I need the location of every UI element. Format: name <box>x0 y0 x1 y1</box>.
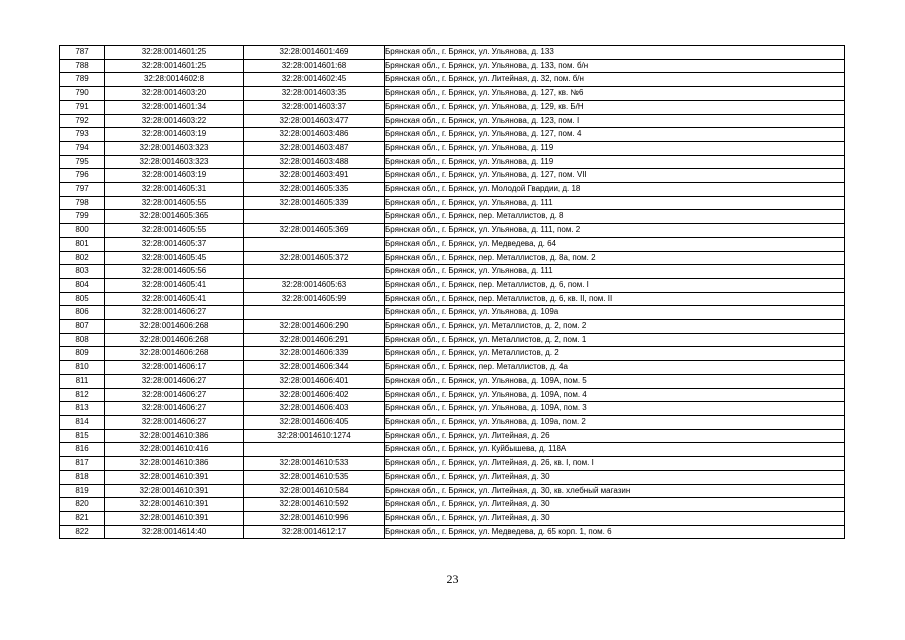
object-cadastral-number-cell: 32:28:0014606:291 <box>244 333 385 347</box>
row-number-cell: 816 <box>60 443 105 457</box>
cadastral-number-cell: 32:28:0014603:22 <box>105 114 244 128</box>
row-number-cell: 793 <box>60 128 105 142</box>
cadastral-number-cell: 32:28:0014614:40 <box>105 525 244 539</box>
cadastral-number-cell: 32:28:0014603:19 <box>105 128 244 142</box>
object-cadastral-number-cell: 32:28:0014606:401 <box>244 374 385 388</box>
row-number-cell: 792 <box>60 114 105 128</box>
row-number-cell: 822 <box>60 525 105 539</box>
object-cadastral-number-cell: 32:28:0014603:488 <box>244 155 385 169</box>
table-row <box>60 306 845 320</box>
cadastral-number-cell: 32:28:0014606:27 <box>105 374 244 388</box>
address-cell: Брянская обл., г. Брянск, пер. Металлистов, д. 8 <box>385 210 845 224</box>
table-row <box>60 196 845 210</box>
address-cell: Брянская обл., г. Брянск, ул. Ульянова, д. 133 <box>385 46 845 60</box>
table-row <box>60 169 845 183</box>
object-cadastral-number-cell: 32:28:0014606:344 <box>244 361 385 375</box>
row-number-cell: 795 <box>60 155 105 169</box>
row-number-cell: 808 <box>60 333 105 347</box>
cadastral-number-cell: 32:28:0014610:416 <box>105 443 244 457</box>
address-cell: Брянская обл., г. Брянск, ул. Ульянова, д. 129, кв. Б/Н <box>385 100 845 114</box>
address-cell: Брянская обл., г. Брянск, ул. Ульянова, д. 109А, пом. 4 <box>385 388 845 402</box>
table-row <box>60 470 845 484</box>
row-number-cell: 812 <box>60 388 105 402</box>
cadastral-number-cell: 32:28:0014603:323 <box>105 141 244 155</box>
table-row <box>60 46 845 60</box>
cadastral-number-cell: 32:28:0014606:17 <box>105 361 244 375</box>
table-row <box>60 87 845 101</box>
address-cell: Брянская обл., г. Брянск, ул. Ульянова, д. 111, пом. 2 <box>385 224 845 238</box>
property-register-table <box>59 45 845 539</box>
cadastral-number-cell: 32:28:0014605:31 <box>105 183 244 197</box>
table-row <box>60 498 845 512</box>
cadastral-number-cell: 32:28:0014601:25 <box>105 46 244 60</box>
cadastral-number-cell: 32:28:0014605:41 <box>105 278 244 292</box>
object-cadastral-number-cell <box>244 210 385 224</box>
table-row <box>60 388 845 402</box>
table-row <box>60 511 845 525</box>
address-cell: Брянская обл., г. Брянск, ул. Медведева, д. 64 <box>385 237 845 251</box>
cadastral-number-cell: 32:28:0014610:386 <box>105 457 244 471</box>
cadastral-number-cell: 32:28:0014610:391 <box>105 511 244 525</box>
row-number-cell: 820 <box>60 498 105 512</box>
table-row <box>60 210 845 224</box>
cadastral-number-cell: 32:28:0014605:37 <box>105 237 244 251</box>
object-cadastral-number-cell: 32:28:0014603:491 <box>244 169 385 183</box>
address-cell: Брянская обл., г. Брянск, ул. Металлистов, д. 2, пом. 2 <box>385 320 845 334</box>
object-cadastral-number-cell: 32:28:0014610:592 <box>244 498 385 512</box>
object-cadastral-number-cell: 32:28:0014606:405 <box>244 415 385 429</box>
address-cell: Брянская обл., г. Брянск, ул. Ульянова, д. 109А, пом. 3 <box>385 402 845 416</box>
object-cadastral-number-cell <box>244 443 385 457</box>
row-number-cell: 814 <box>60 415 105 429</box>
object-cadastral-number-cell: 32:28:0014610:996 <box>244 511 385 525</box>
cadastral-number-cell: 32:28:0014610:391 <box>105 470 244 484</box>
cadastral-number-cell: 32:28:0014610:386 <box>105 429 244 443</box>
table-row <box>60 141 845 155</box>
address-cell: Брянская обл., г. Брянск, ул. Литейная, д. 30 <box>385 511 845 525</box>
row-number-cell: 805 <box>60 292 105 306</box>
table-row <box>60 333 845 347</box>
row-number-cell: 794 <box>60 141 105 155</box>
cadastral-number-cell: 32:28:0014603:323 <box>105 155 244 169</box>
row-number-cell: 801 <box>60 237 105 251</box>
object-cadastral-number-cell: 32:28:0014605:369 <box>244 224 385 238</box>
object-cadastral-number-cell: 32:28:0014610:533 <box>244 457 385 471</box>
object-cadastral-number-cell: 32:28:0014612:17 <box>244 525 385 539</box>
address-cell: Брянская обл., г. Брянск, ул. Ульянова, д. 127, пом. 4 <box>385 128 845 142</box>
address-cell: Брянская обл., г. Брянск, ул. Ульянова, д. 109а, пом. 2 <box>385 415 845 429</box>
address-cell: Брянская обл., г. Брянск, ул. Металлистов, д. 2, пом. 1 <box>385 333 845 347</box>
row-number-cell: 818 <box>60 470 105 484</box>
cadastral-number-cell: 32:28:0014603:20 <box>105 87 244 101</box>
row-number-cell: 802 <box>60 251 105 265</box>
address-cell: Брянская обл., г. Брянск, ул. Ульянова, д. 127, кв. №6 <box>385 87 845 101</box>
row-number-cell: 789 <box>60 73 105 87</box>
cadastral-number-cell: 32:28:0014606:27 <box>105 388 244 402</box>
row-number-cell: 821 <box>60 511 105 525</box>
cadastral-number-cell: 32:28:0014605:45 <box>105 251 244 265</box>
row-number-cell: 819 <box>60 484 105 498</box>
address-cell: Брянская обл., г. Брянск, пер. Металлистов, д. 8а, пом. 2 <box>385 251 845 265</box>
object-cadastral-number-cell: 32:28:0014610:535 <box>244 470 385 484</box>
table-row <box>60 402 845 416</box>
address-cell: Брянская обл., г. Брянск, ул. Ульянова, д. 119 <box>385 155 845 169</box>
object-cadastral-number-cell <box>244 237 385 251</box>
cadastral-number-cell: 32:28:0014605:55 <box>105 196 244 210</box>
row-number-cell: 815 <box>60 429 105 443</box>
object-cadastral-number-cell <box>244 265 385 279</box>
object-cadastral-number-cell: 32:28:0014606:290 <box>244 320 385 334</box>
table-row <box>60 429 845 443</box>
page-number: 23 <box>446 572 459 586</box>
table-row <box>60 347 845 361</box>
cadastral-number-cell: 32:28:0014601:25 <box>105 59 244 73</box>
table-row <box>60 278 845 292</box>
cadastral-number-cell: 32:28:0014606:27 <box>105 415 244 429</box>
address-cell: Брянская обл., г. Брянск, пер. Металлистов, д. 6, кв. II, пом. II <box>385 292 845 306</box>
object-cadastral-number-cell: 32:28:0014606:339 <box>244 347 385 361</box>
object-cadastral-number-cell: 32:28:0014606:403 <box>244 402 385 416</box>
row-number-cell: 807 <box>60 320 105 334</box>
cadastral-number-cell: 32:28:0014606:268 <box>105 320 244 334</box>
address-cell: Брянская обл., г. Брянск, ул. Литейная, д. 32, пом. б/н <box>385 73 845 87</box>
row-number-cell: 810 <box>60 361 105 375</box>
address-cell: Брянская обл., г. Брянск, ул. Литейная, д. 30 <box>385 470 845 484</box>
table-row <box>60 155 845 169</box>
table-row <box>60 73 845 87</box>
address-cell: Брянская обл., г. Брянск, ул. Ульянова, д. 123, пом. I <box>385 114 845 128</box>
object-cadastral-number-cell: 32:28:0014603:487 <box>244 141 385 155</box>
object-cadastral-number-cell: 32:28:0014603:37 <box>244 100 385 114</box>
table-row <box>60 265 845 279</box>
cadastral-number-cell: 32:28:0014602:8 <box>105 73 244 87</box>
row-number-cell: 806 <box>60 306 105 320</box>
row-number-cell: 797 <box>60 183 105 197</box>
address-cell: Брянская обл., г. Брянск, ул. Металлистов, д. 2 <box>385 347 845 361</box>
row-number-cell: 788 <box>60 59 105 73</box>
address-cell: Брянская обл., г. Брянск, ул. Куйбышева, д. 118А <box>385 443 845 457</box>
row-number-cell: 813 <box>60 402 105 416</box>
table-row <box>60 320 845 334</box>
table-row <box>60 114 845 128</box>
object-cadastral-number-cell: 32:28:0014601:68 <box>244 59 385 73</box>
object-cadastral-number-cell <box>244 306 385 320</box>
row-number-cell: 787 <box>60 46 105 60</box>
row-number-cell: 800 <box>60 224 105 238</box>
row-number-cell: 790 <box>60 87 105 101</box>
cadastral-number-cell: 32:28:0014603:19 <box>105 169 244 183</box>
cadastral-number-cell: 32:28:0014605:55 <box>105 224 244 238</box>
object-cadastral-number-cell: 32:28:0014605:99 <box>244 292 385 306</box>
row-number-cell: 809 <box>60 347 105 361</box>
table-row <box>60 361 845 375</box>
row-number-cell: 804 <box>60 278 105 292</box>
row-number-cell: 799 <box>60 210 105 224</box>
table-row <box>60 59 845 73</box>
address-cell: Брянская обл., г. Брянск, ул. Медведева, д. 65 корп. 1, пом. 6 <box>385 525 845 539</box>
cadastral-number-cell: 32:28:0014601:34 <box>105 100 244 114</box>
cadastral-number-cell: 32:28:0014610:391 <box>105 498 244 512</box>
address-cell: Брянская обл., г. Брянск, пер. Металлистов, д. 6, пом. I <box>385 278 845 292</box>
object-cadastral-number-cell: 32:28:0014605:372 <box>244 251 385 265</box>
object-cadastral-number-cell: 32:28:0014602:45 <box>244 73 385 87</box>
object-cadastral-number-cell: 32:28:0014603:35 <box>244 87 385 101</box>
address-cell: Брянская обл., г. Брянск, ул. Ульянова, д. 127, пом. VII <box>385 169 845 183</box>
address-cell: Брянская обл., г. Брянск, ул. Ульянова, д. 109А, пом. 5 <box>385 374 845 388</box>
table-row <box>60 292 845 306</box>
object-cadastral-number-cell: 32:28:0014601:469 <box>244 46 385 60</box>
table-body <box>60 46 845 539</box>
row-number-cell: 791 <box>60 100 105 114</box>
cadastral-number-cell: 32:28:0014606:268 <box>105 347 244 361</box>
object-cadastral-number-cell: 32:28:0014603:486 <box>244 128 385 142</box>
cadastral-number-cell: 32:28:0014610:391 <box>105 484 244 498</box>
table-row <box>60 525 845 539</box>
address-cell: Брянская обл., г. Брянск, ул. Литейная, д. 30 <box>385 498 845 512</box>
object-cadastral-number-cell: 32:28:0014603:477 <box>244 114 385 128</box>
address-cell: Брянская обл., г. Брянск, пер. Металлистов, д. 4а <box>385 361 845 375</box>
address-cell: Брянская обл., г. Брянск, ул. Ульянова, д. 133, пом. б/н <box>385 59 845 73</box>
object-cadastral-number-cell: 32:28:0014605:335 <box>244 183 385 197</box>
address-cell: Брянская обл., г. Брянск, ул. Литейная, д. 30, кв. хлебный магазин <box>385 484 845 498</box>
object-cadastral-number-cell: 32:28:0014606:402 <box>244 388 385 402</box>
address-cell: Брянская обл., г. Брянск, ул. Ульянова, д. 119 <box>385 141 845 155</box>
cadastral-number-cell: 32:28:0014606:268 <box>105 333 244 347</box>
table-row <box>60 100 845 114</box>
cadastral-number-cell: 32:28:0014605:41 <box>105 292 244 306</box>
cadastral-number-cell: 32:28:0014605:56 <box>105 265 244 279</box>
row-number-cell: 796 <box>60 169 105 183</box>
object-cadastral-number-cell: 32:28:0014605:339 <box>244 196 385 210</box>
address-cell: Брянская обл., г. Брянск, ул. Ульянова, д. 111 <box>385 265 845 279</box>
table-row <box>60 457 845 471</box>
table-row <box>60 237 845 251</box>
table-row <box>60 415 845 429</box>
object-cadastral-number-cell: 32:28:0014610:1274 <box>244 429 385 443</box>
table-row <box>60 128 845 142</box>
table-row <box>60 251 845 265</box>
table-row <box>60 484 845 498</box>
object-cadastral-number-cell: 32:28:0014610:584 <box>244 484 385 498</box>
address-cell: Брянская обл., г. Брянск, ул. Ульянова, д. 109а <box>385 306 845 320</box>
address-cell: Брянская обл., г. Брянск, ул. Литейная, д. 26 <box>385 429 845 443</box>
address-cell: Брянская обл., г. Брянск, ул. Ульянова, д. 111 <box>385 196 845 210</box>
object-cadastral-number-cell: 32:28:0014605:63 <box>244 278 385 292</box>
table-row <box>60 224 845 238</box>
cadastral-number-cell: 32:28:0014605:365 <box>105 210 244 224</box>
table-row <box>60 374 845 388</box>
table-row <box>60 443 845 457</box>
address-cell: Брянская обл., г. Брянск, ул. Молодой Гвардии, д. 18 <box>385 183 845 197</box>
address-cell: Брянская обл., г. Брянск, ул. Литейная, д. 26, кв. I, пом. I <box>385 457 845 471</box>
cadastral-number-cell: 32:28:0014606:27 <box>105 402 244 416</box>
table-row <box>60 183 845 197</box>
row-number-cell: 811 <box>60 374 105 388</box>
row-number-cell: 798 <box>60 196 105 210</box>
row-number-cell: 817 <box>60 457 105 471</box>
row-number-cell: 803 <box>60 265 105 279</box>
cadastral-number-cell: 32:28:0014606:27 <box>105 306 244 320</box>
